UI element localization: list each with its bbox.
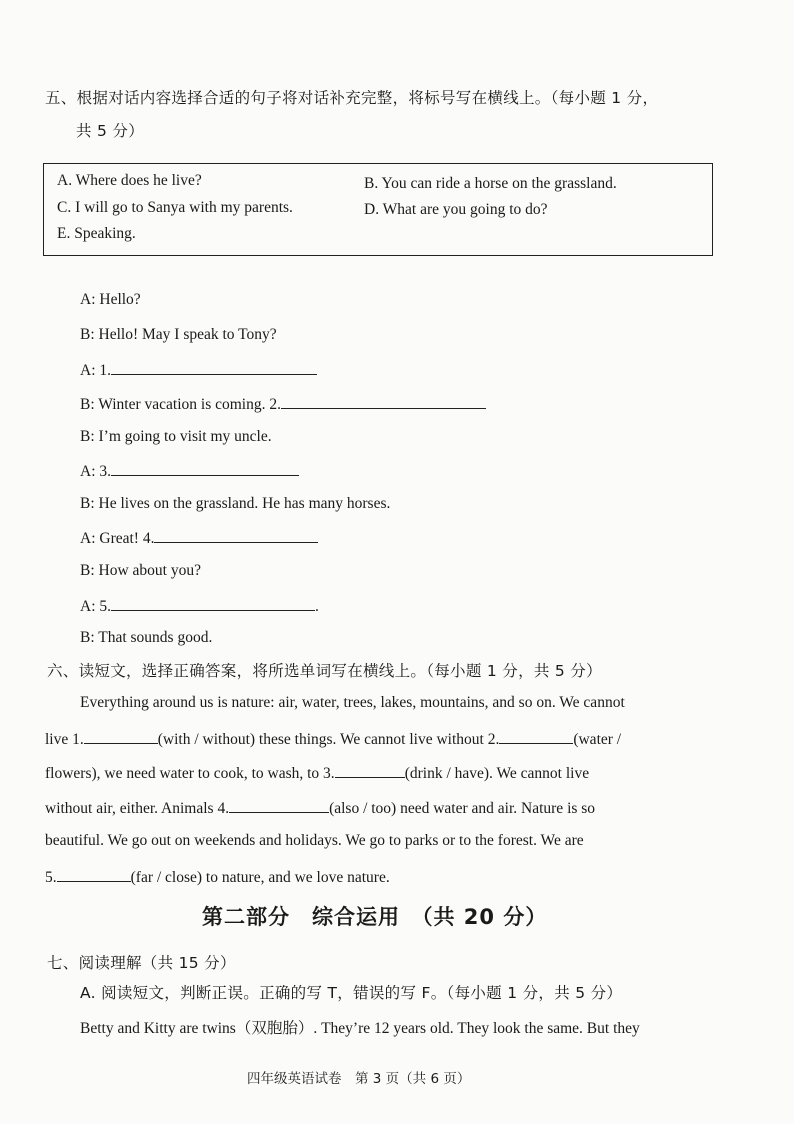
- passage-line: flowers), we need water to cook, to wash, to 3. (drink / have). We cannot live: [45, 765, 590, 782]
- passage-line: 5. (far / close) to nature, and we love nature.: [45, 869, 390, 886]
- section7-title: 七、阅读理解（共 15 分）: [47, 954, 236, 972]
- dialogue-line: A: 1.: [80, 360, 317, 380]
- option-c: C. I will go to Sanya with my parents.: [57, 199, 293, 216]
- answer-blank[interactable]: [281, 394, 486, 409]
- page-footer: 四年级英语试卷 第 3 页（共 6 页）: [247, 1071, 471, 1087]
- answer-blank[interactable]: [499, 729, 573, 744]
- answer-blank[interactable]: [111, 360, 317, 375]
- dialogue-line: B: Hello! May I speak to Tony?: [80, 326, 277, 343]
- passage-line: beautiful. We go out on weekends and holidays. We go to parks or to the forest. We are: [45, 832, 584, 849]
- answer-blank[interactable]: [84, 729, 158, 744]
- passage-line: Everything around us is nature: air, water, trees, lakes, mountains, and so on. We cannot: [80, 694, 625, 711]
- dialogue-line: A: Great! 4.: [80, 528, 318, 548]
- dialogue-line: A: 5. .: [80, 598, 319, 615]
- answer-blank[interactable]: [111, 461, 299, 476]
- section7-sub-a: A. 阅读短文，判断正误。正确的写 T，错误的写 F。（每小题 1 分，共 5 分）: [80, 984, 623, 1002]
- section5-title-cont: 共 5 分）: [76, 122, 145, 140]
- answer-blank[interactable]: [111, 596, 315, 611]
- dialogue-line: B: That sounds good.: [80, 629, 213, 646]
- section6-title: 六、读短文，选择正确答案，将所选单词写在横线上。（每小题 1 分，共 5 分）: [47, 662, 602, 680]
- part2-title: 第二部分 综合运用 （共 20 分）: [202, 905, 548, 929]
- option-a: A. Where does he live?: [57, 172, 202, 189]
- answer-blank[interactable]: [154, 528, 318, 543]
- passage-line: without air, either. Animals 4. (also / too) need water and air. Nature is so: [45, 800, 596, 817]
- dialogue-line: A: Hello?: [80, 291, 141, 308]
- passage-line: Betty and Kitty are twins（双胞胎）. They’re 12 years old. They look the same. But they: [80, 1020, 640, 1037]
- option-b: B. You can ride a horse on the grassland.: [364, 175, 617, 192]
- dialogue-line: B: I’m going to visit my uncle.: [80, 428, 272, 445]
- section5-title: 五、根据对话内容选择合适的句子将对话补充完整，将标号写在横线上。（每小题 1 分，: [45, 89, 659, 107]
- answer-blank[interactable]: [335, 763, 405, 778]
- dialogue-line: A: 3.: [80, 461, 299, 481]
- answer-blank[interactable]: [57, 867, 131, 882]
- dialogue-line: B: Winter vacation is coming. 2.: [80, 394, 486, 414]
- option-d: D. What are you going to do?: [364, 201, 548, 218]
- dialogue-line: B: He lives on the grassland. He has many horses.: [80, 495, 391, 512]
- passage-line: live 1. (with / without) these things. We cannot live without 2. (water /: [45, 731, 622, 748]
- option-e: E. Speaking.: [57, 225, 136, 242]
- answer-blank[interactable]: [229, 798, 329, 813]
- dialogue-line: B: How about you?: [80, 562, 201, 579]
